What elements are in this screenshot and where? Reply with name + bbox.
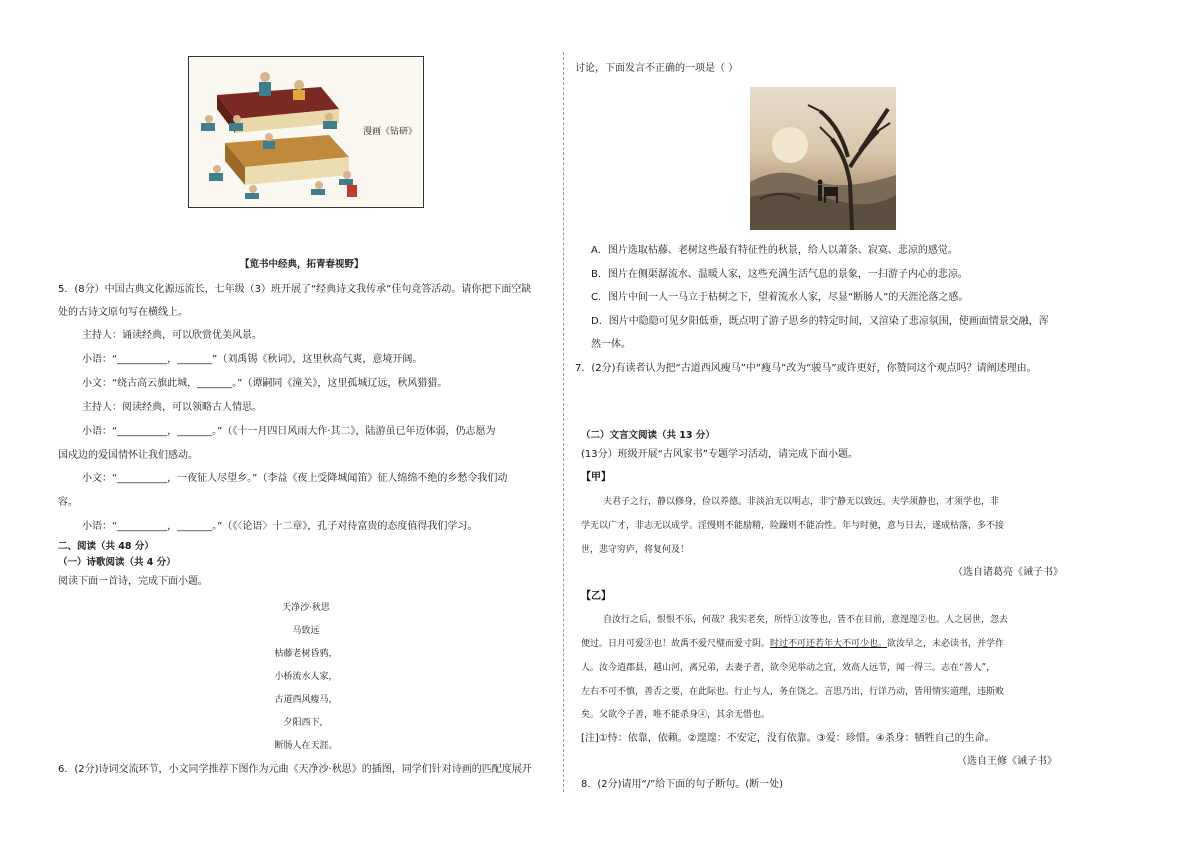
q5-line2: 处的古诗文原句写在横线上。	[58, 307, 188, 318]
poem-line: 夕阳西下，	[283, 718, 329, 728]
host-line-1: 主持人：诵读经典，可以欣赏优美风景。	[82, 330, 262, 341]
section-2-2-intro: (13分）班级开展“古风家书”专题学习活动，请完成下面小题。	[581, 449, 858, 460]
autumn-painting	[750, 87, 896, 230]
q7: 7．(2分)有读者认为把“古道西风瘦马”中“瘦马”改为“骏马”或许更好，你赞同这个观点吗？请阐述理由。	[575, 363, 1037, 374]
yi-line2-part1: 便过。日月可爱③也！故禹不爱尺璧而爱寸阴。	[581, 639, 771, 649]
host-line-2: 主持人：阅读经典，可以领略古人情思。	[82, 402, 262, 413]
yi-line5: 矣。父欲令子善，唯不能杀身④，其余无惜也。	[581, 710, 771, 720]
yi-line1: 自汝行之后，恨恨不乐，何哉？我实老矣，所恃①汝等也，皆不在目前，意遑遑②也。人之居世，忽去	[603, 615, 1009, 625]
yi-label: 【乙】	[581, 591, 611, 602]
xiaowen-line-2a: 小文：“__________，一夜征人尽望乡。”（李益《夜上受降城闻笛》征人绵绵不绝的乡愁令我们动	[82, 473, 508, 484]
jia-line1: 夫君子之行，静以修身，俭以养德。非淡泊无以明志，非宁静无以致远。夫学须静也，才须学也，非	[603, 497, 1000, 507]
yi-underlined-sentence: 时过不可还若年大不可少也。	[770, 639, 888, 649]
jia-line3: 世，悲守穷庐，将复何及！	[581, 545, 690, 555]
poem-line: 断肠人在天涯。	[274, 741, 338, 751]
section-heading: 【览书中经典，拓青春视野】	[240, 259, 364, 270]
jia-source: （选自诸葛亮《诫子书》	[953, 567, 1063, 578]
painting-illustration	[750, 87, 896, 230]
poem-title: 天净沙·秋思	[282, 603, 330, 613]
jia-label: 【甲】	[581, 472, 611, 483]
section-2-1-heading: （一）诗歌阅读（共 4 分）	[58, 557, 176, 568]
xiaoyu-line-2b: 国戍边的爱国情怀让我们感动。	[58, 450, 198, 461]
yi-line2-part3: 欲汝早之，未必读书，并学作	[887, 639, 1005, 649]
section-2-heading: 二、阅读（共 48 分）	[58, 541, 154, 552]
yi-source: （选自王修《诫子书》	[957, 756, 1057, 767]
poem-line: 小桥流水人家，	[274, 672, 338, 682]
q8: 8．(2分)请用“/”给下面的句子断句。(断一处)	[581, 779, 784, 790]
option-b: B．图片在侧渠潺流水、温暖人家，这些充满生活气息的景象，一扫游子内心的悲凉。	[591, 269, 968, 280]
annotation-notes: [注]①恃：依靠，依赖。②遑遑：不安定，没有依靠。③爱：珍惜。④杀身：牺牲自己的生命。	[581, 733, 995, 744]
poem-line: 枯藤老树昏鸦，	[274, 649, 338, 659]
yi-line4: 左右不可不慎，善否之要，在此际也。行止与人，务在饶之。言思乃出，行详乃动，皆用情实道理，违斯败	[581, 687, 1005, 697]
cartoon-caption: 漫画《钻研》	[363, 127, 418, 137]
xiaowen-line-2b: 容。	[58, 497, 78, 508]
q6-continuation: 讨论，下面发言不正确的一项是（ ）	[575, 63, 739, 74]
section-2-2-heading: （二）文言文阅读（共 13 分）	[581, 430, 715, 441]
column-divider	[563, 52, 564, 792]
q5-line1: 5．(8分）中国古典文化源远流长，七年级（3）班开展了“经典诗文我传承”佳句竞答活动。请你把下面空缺	[58, 284, 532, 295]
option-a: A．图片选取枯藤、老树这些最有特征性的秋景，给人以萧条、寂寞、悲凉的感觉。	[591, 245, 958, 256]
yi-line3: 人。汝今逍郡县，越山河，离兄弟，去妻子者，欲令见举动之宜，效高人远节，闻一得三。志在“善人”，	[581, 663, 996, 673]
cartoon-figure	[188, 56, 424, 208]
option-d-line2: 然一体。	[591, 339, 631, 350]
yi-line2	[581, 637, 1004, 651]
option-c: C．图片中间一人一马立于枯树之下，望着流水人家，尽显“断肠人”的天涯沦落之感。	[591, 292, 969, 303]
q6-line1: 6．(2分)诗词交流环节，小文同学推荐下图作为元曲《天净沙·秋思》的插图，同学们针对诗画的匹配度展开	[58, 764, 532, 775]
xiaoyu-line-1: 小语：“__________，_______”（刘禹锡《秋词》，这里秋高气爽，意境开阔。	[82, 354, 423, 365]
option-d-line1: D．图片中隐隐可见夕阳低垂，既点明了游子思乡的特定时间，又渲染了悲凉氛围，使画面情景交融，浑	[591, 316, 1049, 327]
xiaowen-line-1: 小文：“绕古高云旗此城，_______。”（谭嗣同《潼关》，这里孤城辽远，秋风猎猎。	[82, 378, 448, 389]
jia-line2: 学无以广才，非志无以成学。淫慢则不能励精，险躁则不能冶性。年与时驰，意与日去，遂成枯落，多不接	[581, 521, 1005, 531]
xiaoyu-line-2a: 小语：“__________，_______。”（《十一月四日风雨大作·其二》，陆游虽已年迈体弱，仍志愿为	[82, 426, 496, 437]
poem-line: 古道西风瘦马，	[274, 695, 338, 705]
xiaoyu-line-3: 小语：“__________，_______。”（《〈论语〉十二章》，孔子对待富贵的态度值得我们学习。	[82, 521, 478, 532]
poem-author: 马致远	[292, 626, 320, 636]
poem-intro: 阅读下面一首诗，完成下面小题。	[58, 576, 208, 587]
